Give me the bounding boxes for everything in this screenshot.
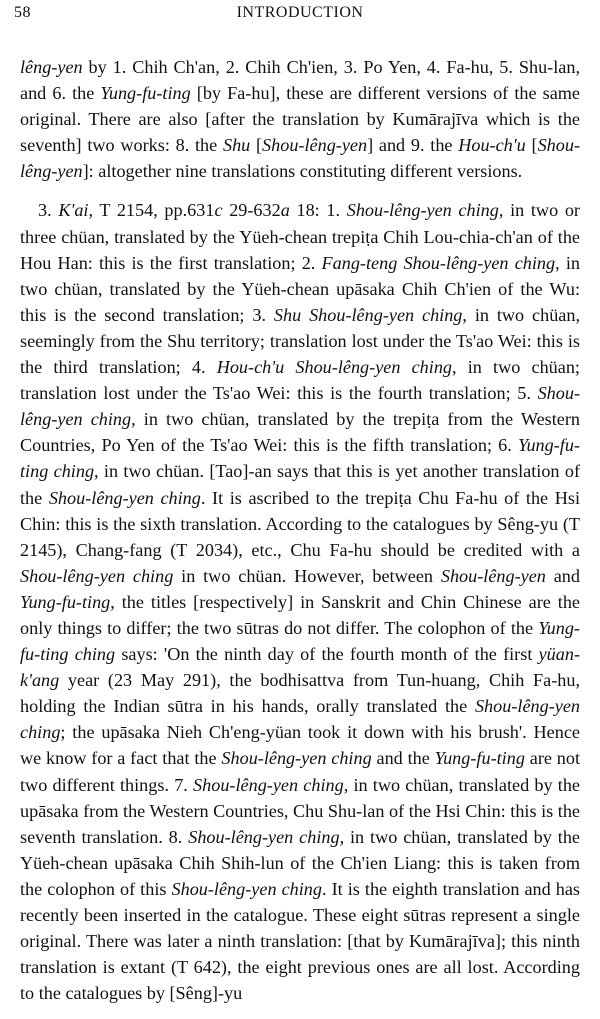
italic-title-text: c — [214, 200, 223, 221]
italic-title-text: Shou-lêng-yen ching — [20, 565, 174, 586]
italic-title-text: Shu Shou-lêng-yen ching — [273, 304, 463, 325]
paragraph-continuation — [20, 54, 580, 184]
running-head: INTRODUCTION — [236, 4, 364, 21]
italic-title-text: Shou-lêng-yen ching — [171, 878, 322, 899]
italic-title-text: Shou-lêng-yen ching — [193, 774, 344, 795]
italic-title-text: Yung-fu-ting ching — [20, 435, 580, 482]
italic-title-text: lêng-yen — [20, 57, 83, 77]
page-number: 58 — [14, 4, 31, 21]
body-text-segment: , in two chüan, translated by the Yüeh-chean upāsaka Chih Shih-lun of the Ch'ien Liang: this is taken from the colophon of this — [20, 826, 580, 899]
italic-title-text: Shou-lêng-yen — [262, 135, 368, 156]
body-text-segment: ; the upāsaka Nieh Ch'eng-yüan took it down with his brush'. Hence we know for a fact that the — [20, 722, 580, 769]
italic-title-text: Shou-lêng-yen ching — [48, 487, 201, 508]
italic-title-text: Hou-ch'u Shou-lêng-yen ching — [216, 357, 453, 378]
paragraph-note-3 — [20, 197, 580, 1006]
body-text-segment: [ — [250, 135, 263, 156]
body-text-segment: ]: altogether nine translations constituting different versions. — [82, 161, 523, 182]
italic-title-text: Yung-fu-ting ching — [20, 617, 580, 665]
body-text-segment: and — [545, 565, 580, 586]
italic-title-text: Shou-lêng-yen ching — [20, 696, 580, 743]
body-text-segment: 3. — [38, 200, 59, 221]
italic-title-text: Shou-lêng-yen ching — [20, 383, 580, 430]
body-text-segment: . It is ascribed to the trepiṭa Chu Fa-hu of the Hsi Chin: this is the sixth translation. According to the catalogues by Sêng-yu (T 2145), Chang-fang (T 2034), etc., Chu Fa-hu should be credited with a — [20, 487, 580, 560]
italic-title-text: Shou-lêng-yen — [20, 135, 580, 182]
body-text-segment: , in two chüan, translated by the upāsaka from the Western Countries, Chu Shu-lan of the Hsi Chin: this is the seventh translation. 8. — [20, 774, 580, 847]
body-text-segment: ] and 9. the — [367, 135, 459, 156]
body-text — [20, 54, 580, 1006]
body-text-segment: , in two chüan, translated by the trepiṭa from the Western Countries, Po Yen of the Ts'ao Wei: this is the fifth translation; 6. — [20, 409, 581, 456]
body-text-segment: , the titles [respectively] in Sanskrit and Chin Chinese are the only things to differ; the two sūtras do not differ. The colophon of the — [20, 591, 580, 638]
italic-title-text: Shou-lêng-yen — [440, 565, 546, 586]
body-text-segment: are not two different things. 7. — [20, 748, 581, 795]
body-text-segment: by 1. Chih Ch'an, 2. Chih Ch'ien, 3. Po Yen, 4. Fa-hu, 5. Shu-lan, and 6. the — [20, 57, 580, 104]
body-text-segment: and the — [371, 748, 435, 769]
body-text-segment: . It is the eighth translation and has recently been inserted in the catalogue. These eight sūtras represent a single original. There was later a ninth translation: [that by Kumārajīva]; this ninth translation is extant (T 642), the eight previous ones are all lost. According to the catalogues by [Sêng]-yu — [20, 878, 581, 1004]
body-text-segment: , in two chüan. [Tao]-an says that this is yet another translation of the — [20, 461, 580, 508]
italic-title-text: Yung-fu-ting — [434, 748, 525, 769]
body-text-segment: in two chüan. However, between — [173, 565, 441, 586]
italic-title-text: Shu — [222, 135, 251, 156]
body-text-segment: [ — [525, 135, 538, 156]
body-text-segment: 18: 1. — [289, 200, 347, 221]
body-text-segment: , T 2154, pp.631 — [88, 200, 215, 221]
italic-title-text: a — [280, 200, 290, 221]
italic-title-text: Shou-lêng-yen ching — [346, 200, 499, 221]
body-text-segment: says: 'On the ninth day of the fourth month of the first — [115, 644, 539, 665]
italic-title-text: Shou-lêng-yen ching — [221, 748, 372, 769]
page-header — [14, 4, 586, 26]
italic-title-text: Yung-fu-ting — [20, 591, 111, 612]
body-text-segment: [by Fa-hu], these are different versions of the same original. There are also [after the translation by Kumārajīva which is the seventh] two works: 8. the — [20, 83, 580, 156]
body-text-segment: year (23 May 291), the bodhisattva from Tun-huang, Chih Fa-hu, holding the Indian sūtra in his hands, orally translated the — [20, 670, 580, 717]
italic-title-text: Fang-teng Shou-lêng-yen ching — [321, 252, 556, 273]
body-text-segment: 29-632 — [222, 200, 281, 221]
italic-title-text: Shou-lêng-yen ching — [188, 826, 340, 847]
italic-title-text: yüan-k'ang — [20, 644, 581, 691]
body-text-segment: , in two chüan; translation lost under the Ts'ao Wei: this is the fourth translation; 5. — [20, 357, 580, 404]
italic-title-text: Hou-ch'u — [458, 135, 526, 156]
italic-title-text: K'ai — [58, 200, 89, 221]
body-text-segment: , in two chüan, seemingly from the Shu territory; translation lost under the Ts'ao Wei: this is the third translation; 4. — [20, 304, 581, 378]
italic-title-text: Yung-fu-ting — [100, 83, 191, 104]
body-text-segment: , in two chüan, translated by the Yüeh-chean upāsaka Chih Ch'ien of the Wu: this is the second translation; 3. — [20, 252, 580, 325]
body-text-segment: , in two or three chüan, translated by the Yüeh-chean trepiṭa Chih Lou-chia-ch'an of the Hou Han: this is the first translation; 2. — [20, 200, 580, 273]
